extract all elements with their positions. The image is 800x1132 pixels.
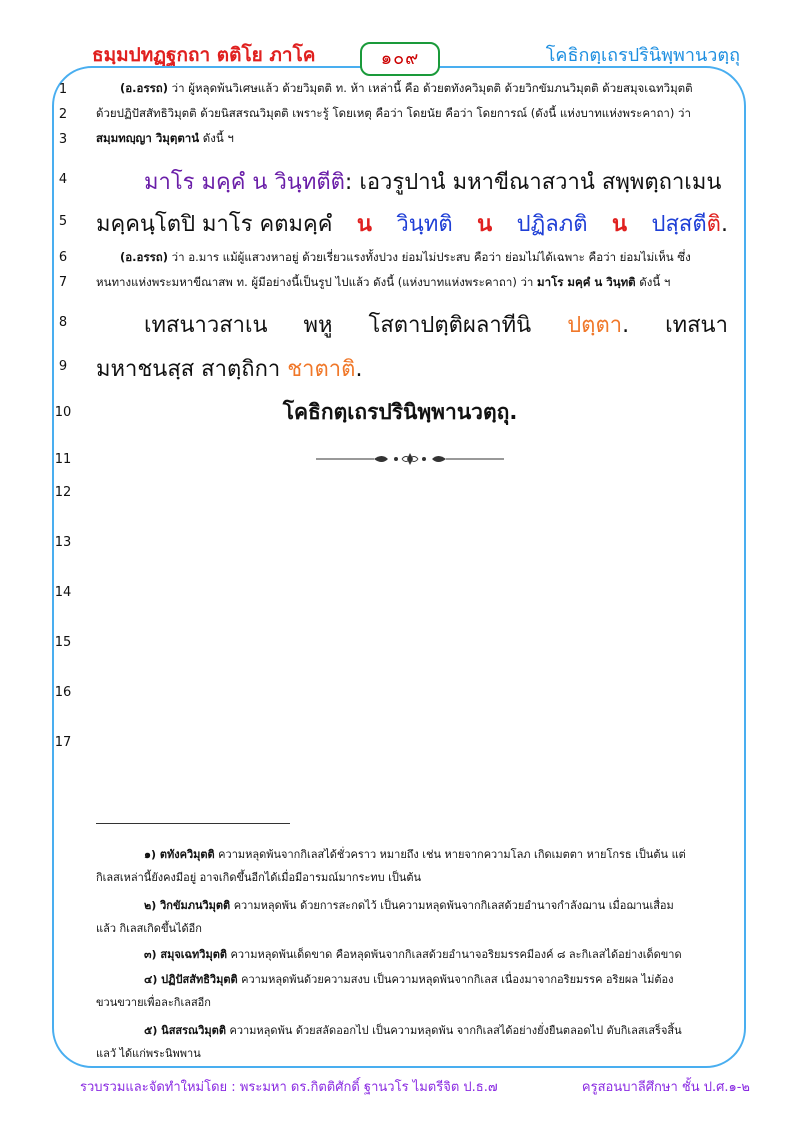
pali-text: พหู xyxy=(303,313,333,338)
pali-word: ปสฺสตี xyxy=(651,212,707,237)
text-line-8 xyxy=(96,307,728,342)
footnote-text: ความหลุดพ้น ด้วยการสะกดไว้ เป็นความหลุดพ้นจากกิเลสด้วยอำนาจกำลังฌาน เมื่อฌานเสื่อม xyxy=(230,899,674,912)
line-number: 8 xyxy=(58,315,68,330)
commentary-text: ดังนี้ ฯ xyxy=(635,275,671,289)
footnote-text: ความหลุดพ้นเด็ดขาด คือหลุดพ้นจากกิเลสด้วยอำนาจอริยมรรคมีองค์ ๘ ละกิเลสได้อย่างเด็ดขาด xyxy=(227,948,682,961)
pali-word: ปฏิลภติ xyxy=(516,212,588,237)
pali-word-na: น xyxy=(612,212,628,237)
commentary-text: ว่า อ.มาร แม้ผู้แสวงหาอยู่ ด้วยเรี่ยวแรงทั้งปวง ย่อมไม่ประสบ คือว่า ย่อมไม่ได้เฉพาะ คือว่า ย่อมไม่เห็น ซึ่ง xyxy=(168,250,691,264)
line-number: 9 xyxy=(58,359,68,374)
pali-text: โสตาปตฺติผลาทีนิ xyxy=(368,313,532,338)
page-footer xyxy=(80,1076,750,1097)
footnote-2-cont: แล้ว กิเลสเกิดขึ้นได้อีก xyxy=(96,922,202,935)
text-line-1 xyxy=(96,80,728,96)
footnote-4-cont: ขวนขวายเพื่อละกิเลสอีก xyxy=(96,996,211,1009)
line-number: 4 xyxy=(58,172,68,187)
footnote-term: ๒) วิกขัมภนวิมุตติ xyxy=(144,899,231,912)
line-number: 10 xyxy=(54,405,72,420)
line-number: 2 xyxy=(58,107,68,122)
header-book-title: ธมฺมปทฏฺฐกถา ตติโย ภาโค xyxy=(92,44,316,66)
pali-text: เทสนาวสาเน xyxy=(144,313,268,338)
pali-text: : เอวรูปานํ มหาขีณาสวานํ สพฺพตฺถาเมน xyxy=(344,170,722,195)
line-number: 13 xyxy=(54,535,72,550)
pali-punctuation: . xyxy=(720,212,728,237)
pali-text: มคฺคนฺโตปิ มาโร คตมคฺคํ xyxy=(96,212,333,237)
text-line-7 xyxy=(96,274,728,290)
commentary-label: (อ.อรรถ) xyxy=(120,250,169,264)
line-number: 11 xyxy=(54,452,72,467)
footnote-5-cont: แลวั ได้แก่พระนิพพาน xyxy=(96,1047,201,1060)
pali-verse-quote: มาโร มคฺคํ น วินฺทตีติ xyxy=(144,170,345,195)
header-chapter-title: โคธิกตฺเถรปรินิพฺพานวตฺถุ xyxy=(545,45,740,66)
text-line-5 xyxy=(96,206,728,241)
line-number: 1 xyxy=(58,82,68,97)
text-line-3 xyxy=(96,130,728,146)
footnote-text: ความหลุดพ้น ด้วยสลัดออกไป เป็นความหลุดพ้น จากกิเลสได้อย่างยั่งยืนตลอดไป ดับกิเลสเสร็จสิ้น xyxy=(225,1024,682,1037)
page-number: ๑๐๙ xyxy=(360,42,440,76)
line-number: 7 xyxy=(58,275,68,290)
line-number: 15 xyxy=(54,635,72,650)
pali-particle-iti: ติ xyxy=(706,212,721,237)
line-number: 17 xyxy=(54,735,72,750)
line-number: 3 xyxy=(58,132,68,147)
commentary-label: (อ.อรรถ) xyxy=(120,81,169,95)
ornament-divider-icon xyxy=(316,452,504,466)
footnote-1 xyxy=(96,845,728,863)
line-number: 5 xyxy=(58,214,68,229)
line-number: 14 xyxy=(54,585,72,600)
pali-text: มหาชนสฺส สาตฺถิกา xyxy=(96,357,288,382)
line-number: 16 xyxy=(54,685,72,700)
footnote-1-cont: กิเลสเหล่านี้ยังคงมีอยู่ อาจเกิดขึ้นอีกได้เมื่อมีอารมณ์มากระทบ เป็นต้น xyxy=(96,871,422,884)
text-line-4 xyxy=(96,164,728,199)
pali-text: เทสนา xyxy=(665,313,728,338)
line-number: 12 xyxy=(54,485,72,500)
pali-word-na: น xyxy=(356,212,372,237)
story-end-title: โคธิกตฺเถรปรินิพฺพานวตฺถุ. xyxy=(282,400,518,424)
footer-course: ครูสอนบาลีศึกษา ชั้น ป.ศ.๑-๒ xyxy=(581,1080,750,1095)
footnote-3 xyxy=(96,945,728,963)
pali-quote: มาโร มคฺคํ น วินฺทติ xyxy=(537,275,636,289)
footnote-4 xyxy=(96,970,728,988)
commentary-text: ว่า ผู้หลุดพ้นวิเศษแล้ว ด้วยวิมุตติ ท. ห้า เหล่านี้ คือ ด้วยตทังควิมุตติ ด้วยวิกขัมภนวิมุตติ ด้วยสมุจเฉทวิมุตติ xyxy=(168,81,693,95)
text-line-2: ด้วยปฏิปัสสัทธิวิมุตติ ด้วยนิสสรณวิมุตติ เพราะรู้ โดยเหตุ คือว่า โดยนัย คือว่า โดยการณ์ (ดังนี้ แห่งบาทแห่งพระคาถา) ว่า xyxy=(96,106,691,120)
commentary-text: หนทางแห่งพระมหาขีณาสพ ท. ผู้มีอย่างนี้เป็นรูป ไปแล้ว ดังนี้ (แห่งบาทแห่งพระคาถา) ว่า xyxy=(96,275,538,289)
commentary-text: ดังนี้ ฯ xyxy=(199,131,234,145)
footnote-rule xyxy=(96,823,290,824)
footnote-text: ความหลุดพ้นจากกิเลสได้ชั่วคราว หมายถึง เช่น หายจากความโลภ เกิดเมตตา หายโกรธ เป็นต้น แต่ xyxy=(214,848,686,861)
pali-verb: ชาตาติ xyxy=(287,357,356,382)
pali-punctuation: . xyxy=(355,357,363,382)
footnote-term: ๑) ตทังควิมุตติ xyxy=(144,848,215,861)
footnote-term: ๓) สมุจเฉทวิมุตติ xyxy=(144,948,228,961)
text-line-6 xyxy=(96,249,728,265)
line-number: 6 xyxy=(58,250,68,265)
pali-punctuation: . xyxy=(622,313,630,338)
text-line-9 xyxy=(96,351,728,386)
footnote-term: ๕) นิสสรณวิมุตติ xyxy=(144,1024,226,1037)
pali-word-na: น xyxy=(477,212,493,237)
footnote-term: ๔) ปฏิปัสสัทธิวิมุตติ xyxy=(144,973,238,986)
pali-quote: สมฺมทญฺญา วิมุตฺตานํ xyxy=(96,131,200,145)
pali-word: วินฺทติ xyxy=(396,212,453,237)
footnote-2 xyxy=(96,896,728,914)
footer-compiler: รวบรวมและจัดทำใหม่โดย : พระมหา ดร.กิตติศักดิ์ ฐานวโร ไมตรีจิต ป.ธ.๗ xyxy=(80,1080,498,1095)
footnote-text: ความหลุดพ้นด้วยความสงบ เป็นความหลุดพ้นจากกิเลส เนื่องมาจากอริยมรรค อริยผล ไม่ต้อง xyxy=(237,973,674,986)
footnote-5 xyxy=(96,1021,728,1039)
pali-verb: ปตฺตา xyxy=(567,313,623,338)
